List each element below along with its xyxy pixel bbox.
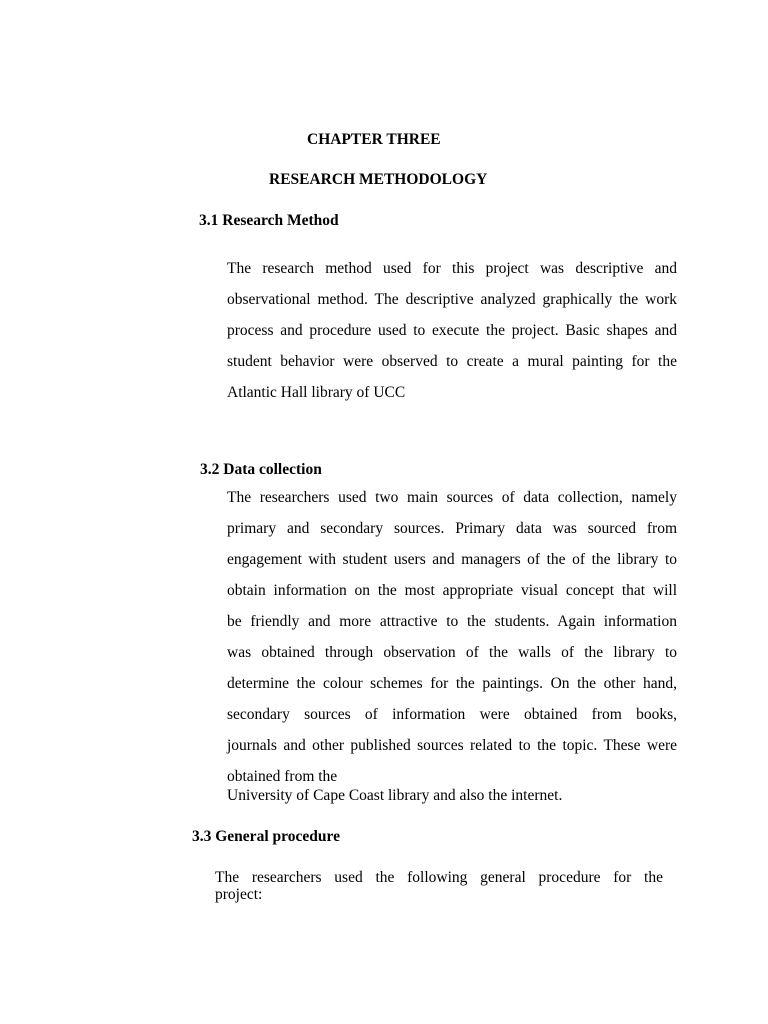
section-heading-research-method: 3.1 Research Method	[199, 212, 339, 229]
paragraph-line: journals and other published sources related to the topic. These were	[227, 737, 677, 754]
paragraph-data-collection	[227, 489, 677, 799]
chapter-subtitle: RESEARCH METHODOLOGY	[269, 171, 488, 188]
paragraph-line: The researchers used two main sources of data collection, namely	[227, 489, 677, 506]
paragraph-line: be friendly and more attractive to the students. Again information	[227, 613, 677, 630]
paragraph-line: process and procedure used to execute the project. Basic shapes and	[227, 322, 677, 339]
paragraph-line: student behavior were observed to create a mural painting for the	[227, 353, 677, 370]
paragraph-line: determine the colour schemes for the paintings. On the other hand,	[227, 675, 677, 692]
paragraph-line: primary and secondary sources. Primary data was sourced from	[227, 520, 677, 537]
paragraph-line: was obtained through observation of the walls of the library to	[227, 644, 677, 661]
paragraph-line: Atlantic Hall library of UCC	[227, 384, 406, 401]
paragraph-line: project:	[215, 886, 263, 903]
paragraph-line: University of Cape Coast library and also the internet.	[227, 787, 563, 804]
paragraph-line: observational method. The descriptive analyzed graphically the work	[227, 291, 677, 308]
paragraph-line: secondary sources of information were obtained from books,	[227, 706, 677, 723]
paragraph-research-method	[227, 260, 677, 415]
chapter-title: CHAPTER THREE	[307, 131, 441, 148]
section-heading-data-collection: 3.2 Data collection	[200, 461, 322, 478]
paragraph-line: engagement with student users and managers of the of the library to	[227, 551, 677, 568]
paragraph-line: obtained from the	[227, 768, 338, 785]
paragraph-line: The researchers used the following general procedure for the	[215, 869, 663, 886]
paragraph-line: obtain information on the most appropriate visual concept that will	[227, 582, 677, 599]
paragraph-line: The research method used for this project was descriptive and	[227, 260, 677, 277]
section-heading-general-procedure: 3.3 General procedure	[192, 828, 340, 845]
paragraph-general-procedure	[215, 869, 663, 902]
